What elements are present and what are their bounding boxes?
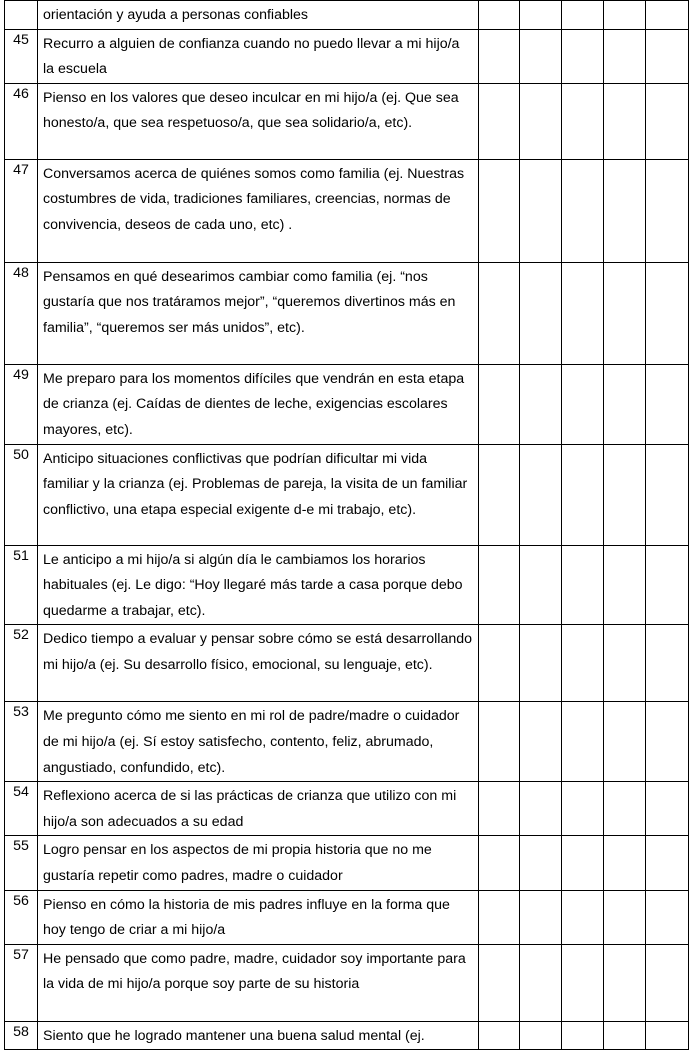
answer-cell-option-5[interactable]	[646, 836, 689, 890]
answer-cell-option-4[interactable]	[604, 159, 646, 262]
answer-cell-option-1[interactable]	[479, 702, 520, 782]
answer-cell-option-1[interactable]	[479, 29, 520, 83]
question-text: Logro pensar en los aspectos de mi propia historia que no me gustaría repetir como padres, madre o cuidador	[38, 836, 479, 890]
answer-cell-option-4[interactable]	[604, 944, 646, 1021]
question-number: 50	[5, 444, 38, 545]
answer-cell-option-3[interactable]	[562, 944, 604, 1021]
question-number: 47	[5, 159, 38, 262]
answer-cell-option-4[interactable]	[604, 29, 646, 83]
answer-cell-option-3[interactable]	[562, 1, 604, 30]
answer-cell-option-5[interactable]	[646, 29, 689, 83]
answer-cell-option-3[interactable]	[562, 83, 604, 159]
question-number: 52	[5, 625, 38, 702]
answer-cell-option-3[interactable]	[562, 262, 604, 364]
answer-cell-option-2[interactable]	[520, 836, 562, 890]
question-row	[5, 890, 689, 944]
answer-cell-option-2[interactable]	[520, 159, 562, 262]
question-row	[5, 836, 689, 890]
question-number: 49	[5, 364, 38, 444]
question-number: 53	[5, 702, 38, 782]
question-text: Me preparo para los momentos difíciles que vendrán en esta etapa de crianza (ej. Caídas de dientes de leche, exigencias escolares mayores, etc).	[38, 364, 479, 444]
answer-cell-option-5[interactable]	[646, 444, 689, 545]
answer-cell-option-2[interactable]	[520, 1021, 562, 1050]
answer-cell-option-1[interactable]	[479, 444, 520, 545]
answer-cell-option-5[interactable]	[646, 159, 689, 262]
question-text: Pienso en cómo la historia de mis padres influye en la forma que hoy tengo de criar a mi hijo/a	[38, 890, 479, 944]
question-row	[5, 29, 689, 83]
answer-cell-option-1[interactable]	[479, 890, 520, 944]
answer-cell-option-5[interactable]	[646, 702, 689, 782]
answer-cell-option-2[interactable]	[520, 702, 562, 782]
questionnaire-page	[4, 0, 688, 1050]
answer-cell-option-5[interactable]	[646, 545, 689, 625]
answer-cell-option-2[interactable]	[520, 83, 562, 159]
question-number: 51	[5, 545, 38, 625]
questionnaire-rows	[5, 1, 689, 1050]
question-row	[5, 159, 689, 262]
question-text: Pienso en los valores que deseo inculcar en mi hijo/a (ej. Que sea honesto/a, que sea respetuoso/a, que sea solidario/a, etc).	[38, 83, 479, 159]
answer-cell-option-2[interactable]	[520, 1, 562, 30]
answer-cell-option-3[interactable]	[562, 159, 604, 262]
answer-cell-option-4[interactable]	[604, 364, 646, 444]
question-number: 57	[5, 944, 38, 1021]
question-row	[5, 364, 689, 444]
answer-cell-option-4[interactable]	[604, 890, 646, 944]
answer-cell-option-4[interactable]	[604, 782, 646, 836]
question-text: Me pregunto cómo me siento en mi rol de padre/madre o cuidador de mi hijo/a (ej. Sí estoy satisfecho, contento, feliz, abrumado, angustiado, confundido, etc).	[38, 702, 479, 782]
answer-cell-option-4[interactable]	[604, 545, 646, 625]
answer-cell-option-1[interactable]	[479, 545, 520, 625]
question-text: Pensamos en qué desearimos cambiar como familia (ej. “nos gustaría que nos tratáramos mejor”, “queremos divertinos más en familia”, “queremos ser más unidos”, etc).	[38, 262, 479, 364]
answer-cell-option-1[interactable]	[479, 944, 520, 1021]
answer-cell-option-1[interactable]	[479, 262, 520, 364]
answer-cell-option-2[interactable]	[520, 444, 562, 545]
question-text: Siento que he logrado mantener una buena salud mental (ej.	[38, 1021, 479, 1050]
question-row	[5, 702, 689, 782]
question-number	[5, 1, 38, 30]
answer-cell-option-1[interactable]	[479, 782, 520, 836]
question-text: Recurro a alguien de confianza cuando no puedo llevar a mi hijo/a la escuela	[38, 29, 479, 83]
answer-cell-option-5[interactable]	[646, 364, 689, 444]
answer-cell-option-1[interactable]	[479, 83, 520, 159]
question-number: 48	[5, 262, 38, 364]
answer-cell-option-2[interactable]	[520, 262, 562, 364]
question-text: Dedico tiempo a evaluar y pensar sobre cómo se está desarrollando mi hijo/a (ej. Su desarrollo físico, emocional, su lenguaje, etc).	[38, 625, 479, 702]
question-row	[5, 545, 689, 625]
answer-cell-option-3[interactable]	[562, 444, 604, 545]
answer-cell-option-3[interactable]	[562, 782, 604, 836]
answer-cell-option-1[interactable]	[479, 1, 520, 30]
answer-cell-option-3[interactable]	[562, 545, 604, 625]
answer-cell-option-3[interactable]	[562, 890, 604, 944]
answer-cell-option-1[interactable]	[479, 836, 520, 890]
answer-cell-option-2[interactable]	[520, 944, 562, 1021]
answer-cell-option-3[interactable]	[562, 29, 604, 83]
question-text: Conversamos acerca de quiénes somos como familia (ej. Nuestras costumbres de vida, tradiciones familiares, creencias, normas de convivencia, deseos de cada uno, etc) .	[38, 159, 479, 262]
answer-cell-option-2[interactable]	[520, 364, 562, 444]
question-number: 54	[5, 782, 38, 836]
answer-cell-option-3[interactable]	[562, 364, 604, 444]
question-text: Le anticipo a mi hijo/a si algún día le cambiamos los horarios habituales (ej. Le digo: “Hoy llegaré más tarde a casa porque debo quedarme a trabajar, etc).	[38, 545, 479, 625]
question-row	[5, 83, 689, 159]
answer-cell-option-4[interactable]	[604, 1, 646, 30]
answer-cell-option-2[interactable]	[520, 782, 562, 836]
answer-cell-option-2[interactable]	[520, 890, 562, 944]
question-row	[5, 1, 689, 30]
questionnaire-table	[4, 0, 689, 1050]
question-text: Reflexiono acerca de si las prácticas de crianza que utilizo con mi hijo/a son adecuados a su edad	[38, 782, 479, 836]
question-row	[5, 1021, 689, 1050]
question-number: 45	[5, 29, 38, 83]
answer-cell-option-5[interactable]	[646, 1, 689, 30]
answer-cell-option-5[interactable]	[646, 83, 689, 159]
answer-cell-option-2[interactable]	[520, 545, 562, 625]
answer-cell-option-3[interactable]	[562, 836, 604, 890]
answer-cell-option-1[interactable]	[479, 364, 520, 444]
answer-cell-option-2[interactable]	[520, 29, 562, 83]
question-number: 56	[5, 890, 38, 944]
question-text: He pensado que como padre, madre, cuidador soy importante para la vida de mi hijo/a porque soy parte de su historia	[38, 944, 479, 1021]
answer-cell-option-4[interactable]	[604, 702, 646, 782]
answer-cell-option-3[interactable]	[562, 625, 604, 702]
question-text: orientación y ayuda a personas confiables	[38, 1, 479, 30]
answer-cell-option-1[interactable]	[479, 625, 520, 702]
question-number: 46	[5, 83, 38, 159]
question-text: Anticipo situaciones conflictivas que podrían dificultar mi vida familiar y la crianza (ej. Problemas de pareja, la visita de un familiar conflictivo, una etapa especial exigente d-e mi trabajo, etc).	[38, 444, 479, 545]
question-row	[5, 444, 689, 545]
question-row	[5, 262, 689, 364]
question-number: 58	[5, 1021, 38, 1050]
answer-cell-option-2[interactable]	[520, 625, 562, 702]
answer-cell-option-4[interactable]	[604, 1021, 646, 1050]
answer-cell-option-1[interactable]	[479, 159, 520, 262]
question-row	[5, 782, 689, 836]
answer-cell-option-5[interactable]	[646, 782, 689, 836]
answer-cell-option-5[interactable]	[646, 890, 689, 944]
question-row	[5, 625, 689, 702]
answer-cell-option-5[interactable]	[646, 1021, 689, 1050]
answer-cell-option-4[interactable]	[604, 83, 646, 159]
question-row	[5, 944, 689, 1021]
answer-cell-option-4[interactable]	[604, 836, 646, 890]
answer-cell-option-4[interactable]	[604, 625, 646, 702]
answer-cell-option-3[interactable]	[562, 1021, 604, 1050]
answer-cell-option-4[interactable]	[604, 262, 646, 364]
answer-cell-option-1[interactable]	[479, 1021, 520, 1050]
question-number: 55	[5, 836, 38, 890]
answer-cell-option-5[interactable]	[646, 625, 689, 702]
answer-cell-option-5[interactable]	[646, 944, 689, 1021]
answer-cell-option-5[interactable]	[646, 262, 689, 364]
answer-cell-option-4[interactable]	[604, 444, 646, 545]
answer-cell-option-3[interactable]	[562, 702, 604, 782]
